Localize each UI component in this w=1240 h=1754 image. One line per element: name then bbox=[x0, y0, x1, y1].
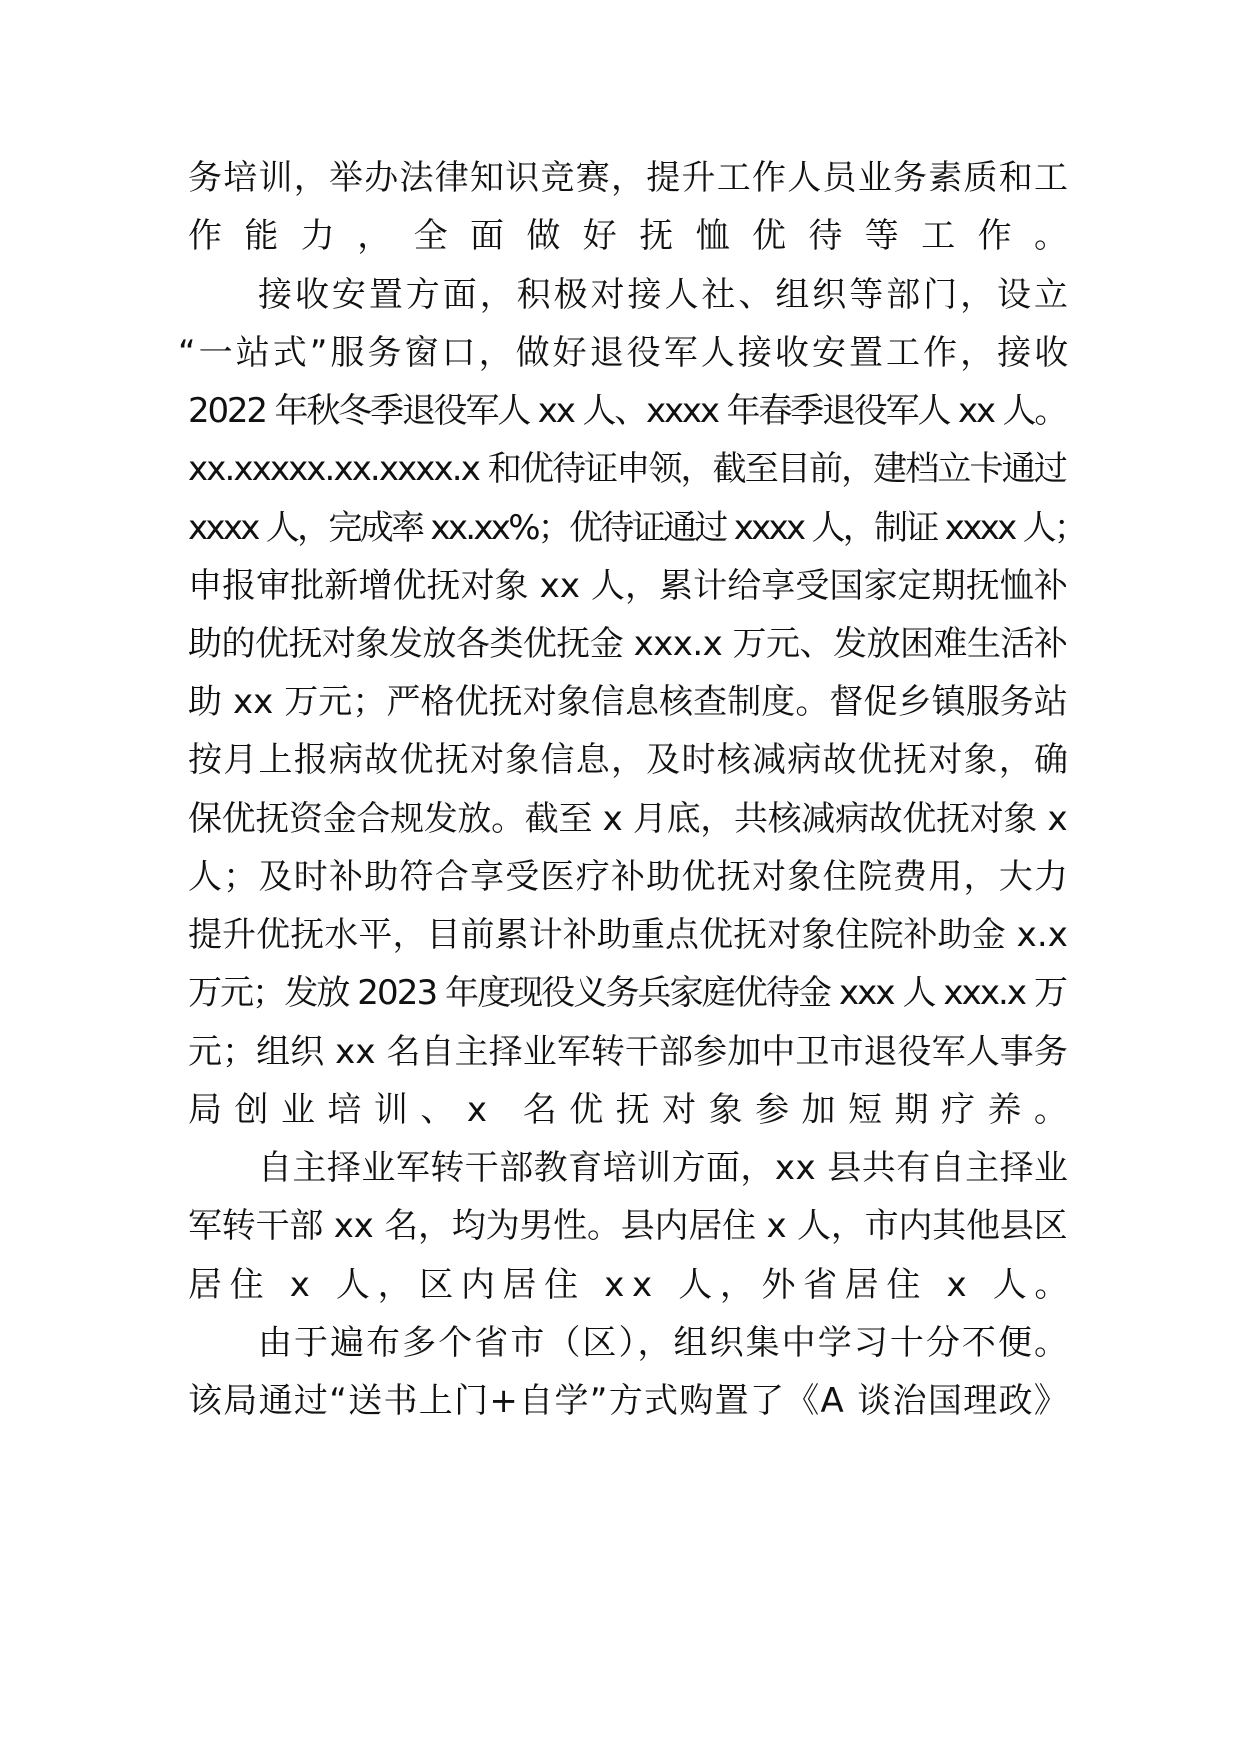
text-line: 元；组织 xx 名自主择业军转干部参加中卫市退役军人事务 bbox=[188, 1032, 1068, 1072]
text-line: 作能力，全面做好抚恤优待等工作。 bbox=[188, 216, 1091, 256]
paragraph-start-line: 自主择业军转干部教育培训方面，xx 县共有自主择业 bbox=[258, 1148, 1069, 1188]
text-line: 2022 年秋冬季退役军人 xx 人、xxxx 年春季退役军人 xx 人。 bbox=[188, 391, 1067, 431]
text-line: 保优抚资金合规发放。截至 x 月底，共核减病故优抚对象 x bbox=[188, 799, 1068, 839]
text-line: 提升优抚水平，目前累计补助重点优抚对象住院补助金 x.x bbox=[188, 915, 1068, 955]
text-line: 万元；发放 2023 年度现役义务兵家庭优待金 xxx 人 xxx.x 万 bbox=[188, 973, 1067, 1013]
text-line: 居住 x 人，区内居住 xx 人，外省居住 x 人。 bbox=[188, 1265, 1076, 1305]
text-line: 按月上报病故优抚对象信息，及时核减病故优抚对象，确 bbox=[188, 740, 1070, 780]
text-line: xx.xxxxx.xx.xxxx.x 和优待证申领，截至目前，建档立卡通过 bbox=[188, 449, 1066, 489]
paragraph-start-line: 由于遍布多个省市（区），组织集中学习十分不便。 bbox=[258, 1323, 1071, 1363]
text-line: 该局通过“送书上门+自学”方式购置了《A 谈治国理政》 bbox=[188, 1381, 1070, 1421]
text-line: 助 xx 万元；严格优抚对象信息核查制度。督促乡镇服务站 bbox=[188, 682, 1068, 722]
paragraph-start-line: 接收安置方面，积极对接人社、组织等部门，设立 bbox=[258, 275, 1071, 315]
text-line: 局创业培训、x 名优抚对象参加短期疗养。 bbox=[188, 1090, 1081, 1130]
text-line: 军转干部 xx 名，均为男性。县内居住 x 人，市内其他县区 bbox=[188, 1206, 1068, 1246]
text-line: 申报审批新增优抚对象 xx 人，累计给享受国家定期抚恤补 bbox=[188, 566, 1068, 606]
text-line: “一站式”服务窗口，做好退役军人接收安置工作，接收 bbox=[178, 333, 1072, 373]
text-line: 人；及时补助符合享受医疗补助优抚对象住院费用，大力 bbox=[188, 857, 1070, 897]
text-line: 务培训，举办法律知识竞赛，提升工作人员业务素质和工 bbox=[188, 158, 1070, 198]
text-line: xxxx 人，完成率 xx.xx%；优待证通过 xxxx 人，制证 xxxx 人； bbox=[188, 508, 1086, 548]
text-line: 助的优抚对象发放各类优抚金 xxx.x 万元、发放困难生活补 bbox=[188, 624, 1068, 664]
